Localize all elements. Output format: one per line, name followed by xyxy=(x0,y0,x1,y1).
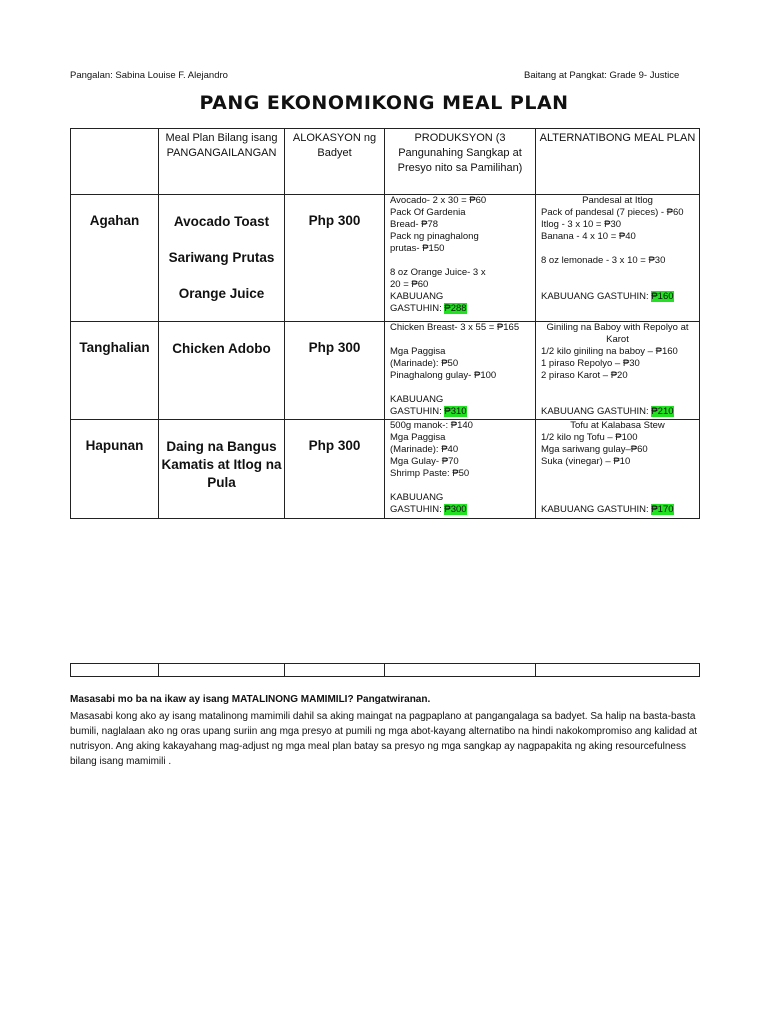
alternative-line: 1/2 kilo giniling na baboy – ₱160 xyxy=(541,346,678,357)
alternative-line: 8 oz lemonade - 3 x 10 = ₱30 xyxy=(541,255,666,266)
total-amount: ₱210 xyxy=(651,406,674,417)
total-amount: ₱288 xyxy=(444,303,467,314)
header-cell-alternative: ALTERNATIBONG MEAL PLAN xyxy=(536,129,700,195)
production-line: 20 = ₱60 xyxy=(390,279,429,290)
production-line: prutas- ₱150 xyxy=(390,243,445,254)
blank-line xyxy=(385,480,535,492)
alternative-cell xyxy=(536,195,700,322)
meal-plan-item: Chicken Adobo xyxy=(172,341,271,356)
blank-line xyxy=(536,480,699,492)
empty-cell xyxy=(71,664,159,677)
production-cell xyxy=(385,420,536,519)
alternative-total-line xyxy=(536,291,699,303)
empty-table-row xyxy=(70,663,700,677)
blank-line xyxy=(536,243,699,255)
production-total-line xyxy=(385,406,535,418)
total-label: KABUUANG GASTUHIN: xyxy=(541,291,652,302)
budget-cell: Php 300 xyxy=(285,322,385,420)
total-label: KABUUANG GASTUHIN: xyxy=(541,504,652,515)
table-header-row xyxy=(71,129,700,195)
alternative-title: Pandesal at Itlog xyxy=(582,195,653,206)
blank-line xyxy=(536,468,699,480)
total-label: KABUUANG GASTUHIN: xyxy=(541,406,652,417)
total-amount: ₱300 xyxy=(444,504,467,515)
meal-plan-cell xyxy=(159,195,285,322)
production-line: Pack ng pinaghalong xyxy=(390,231,479,242)
reflection-question: Masasabi mo ba na ikaw ay isang MATALINONG MAMIMILI? Pangatwiranan. xyxy=(70,694,431,705)
total-label: GASTUHIN: xyxy=(390,406,445,417)
production-line: Pack Of Gardenia xyxy=(390,207,466,218)
production-line: KABUUANG xyxy=(390,394,444,405)
blank-line xyxy=(536,279,699,291)
meal-plan-item: Sariwang Prutas xyxy=(168,250,275,265)
meal-plan-table xyxy=(70,128,700,519)
production-line: KABUUANG xyxy=(390,492,444,503)
grade-section: Baitang at Pangkat: Grade 9- Justice xyxy=(524,70,680,81)
production-line: Mga Paggisa xyxy=(390,432,446,443)
header-cell-meal-plan: Meal Plan Bilang isang PANGANGAILANGAN xyxy=(159,129,285,195)
budget-cell: Php 300 xyxy=(285,195,385,322)
blank-line xyxy=(536,267,699,279)
blank-line xyxy=(536,492,699,504)
alternative-line: Itlog - 3 x 10 = ₱30 xyxy=(541,219,622,230)
production-line: 8 oz Orange Juice- 3 x xyxy=(390,267,486,278)
alternative-total-line xyxy=(536,504,699,516)
production-line: (Marinade): ₱50 xyxy=(390,358,459,369)
meal-name: Agahan xyxy=(71,195,159,322)
alternative-line: Banana - 4 x 10 = ₱40 xyxy=(541,231,636,242)
empty-cell xyxy=(385,664,536,677)
alternative-title: Giniling na Baboy with Repolyo at Karot xyxy=(546,322,689,345)
meal-plan-item: Daing na Bangus Kamatis at Itlog na Pula xyxy=(161,439,282,490)
blank-line xyxy=(385,334,535,346)
total-amount: ₱170 xyxy=(651,504,674,515)
production-line: Shrimp Paste: ₱50 xyxy=(390,468,470,479)
table-row xyxy=(71,322,700,420)
meal-plan-item: Orange Juice xyxy=(178,286,265,301)
empty-cell xyxy=(159,664,285,677)
alternative-title: Tofu at Kalabasa Stew xyxy=(570,420,665,431)
table-row xyxy=(71,420,700,519)
total-amount: ₱310 xyxy=(444,406,467,417)
total-label: GASTUHIN: xyxy=(390,504,445,515)
alternative-line: 2 piraso Karot – ₱20 xyxy=(541,370,628,381)
header-cell-blank xyxy=(71,129,159,195)
student-name: Pangalan: Sabina Louise F. Alejandro xyxy=(70,70,228,81)
production-total-line xyxy=(385,303,535,315)
alternative-line: 1/2 kilo ng Tofu – ₱100 xyxy=(541,432,638,443)
production-line: 500g manok-: ₱140 xyxy=(390,420,473,431)
blank-line xyxy=(385,255,535,267)
alternative-line: Mga sariwang gulay–₱60 xyxy=(541,444,648,455)
production-cell xyxy=(385,195,536,322)
header-cell-production: PRODUKSYON (3 Pangunahing Sangkap at Presyo nito sa Pamilihan) xyxy=(385,129,536,195)
production-line: Avocado- 2 x 30 = ₱60 xyxy=(390,195,487,206)
production-total-line xyxy=(385,504,535,516)
reflection-answer: Masasabi kong ako ay isang matalinong mamimili dahil sa aking maingat na pagpaplano at pangangalaga sa badyet. Sa halip na basta-basta bumili, naglalaan ako ng oras upang suriin ang mga presyo at pumili ng mga abot-kayang alternatibo na hindi nakokompromiso ang kalidad at nutrisyon. Ang aking kakayahang mag-adjust ng mga meal plan batay sa presyo ng mga sangkap ay nagpapakita ng aking resourcefulness bilang isang mamimili . xyxy=(70,711,698,767)
production-line: Pinaghalong gulay- ₱100 xyxy=(390,370,497,381)
meal-name: Tanghalian xyxy=(71,322,159,420)
alternative-line: 1 piraso Repolyo – ₱30 xyxy=(541,358,640,369)
blank-line xyxy=(385,382,535,394)
meal-plan-cell xyxy=(159,322,285,420)
production-line: Bread- ₱78 xyxy=(390,219,439,230)
table-row xyxy=(71,195,700,322)
page-title: PANG EKONOMIKONG MEAL PLAN xyxy=(199,92,569,114)
production-line: Mga Paggisa xyxy=(390,346,446,357)
meal-plan-item: Avocado Toast xyxy=(173,214,270,229)
blank-line xyxy=(536,394,699,406)
production-line: Mga Gulay- ₱70 xyxy=(390,456,459,467)
empty-cell xyxy=(536,664,700,677)
meal-plan-cell xyxy=(159,420,285,519)
production-line: Chicken Breast- 3 x 55 = ₱165 xyxy=(390,322,520,333)
blank-line xyxy=(536,382,699,394)
alternative-line: Suka (vinegar) – ₱10 xyxy=(541,456,631,467)
total-amount: ₱160 xyxy=(651,291,674,302)
header-cell-budget: ALOKASYON ng Badyet xyxy=(285,129,385,195)
alternative-total-line xyxy=(536,406,699,418)
empty-cell xyxy=(285,664,385,677)
production-line: KABUUANG xyxy=(390,291,444,302)
alternative-cell xyxy=(536,420,700,519)
production-line: (Marinade): ₱40 xyxy=(390,444,459,455)
production-cell xyxy=(385,322,536,420)
total-label: GASTUHIN: xyxy=(390,303,445,314)
budget-cell: Php 300 xyxy=(285,420,385,519)
meal-name: Hapunan xyxy=(71,420,159,519)
alternative-cell xyxy=(536,322,700,420)
alternative-line: Pack of pandesal (7 pieces) - ₱60 xyxy=(541,207,684,218)
